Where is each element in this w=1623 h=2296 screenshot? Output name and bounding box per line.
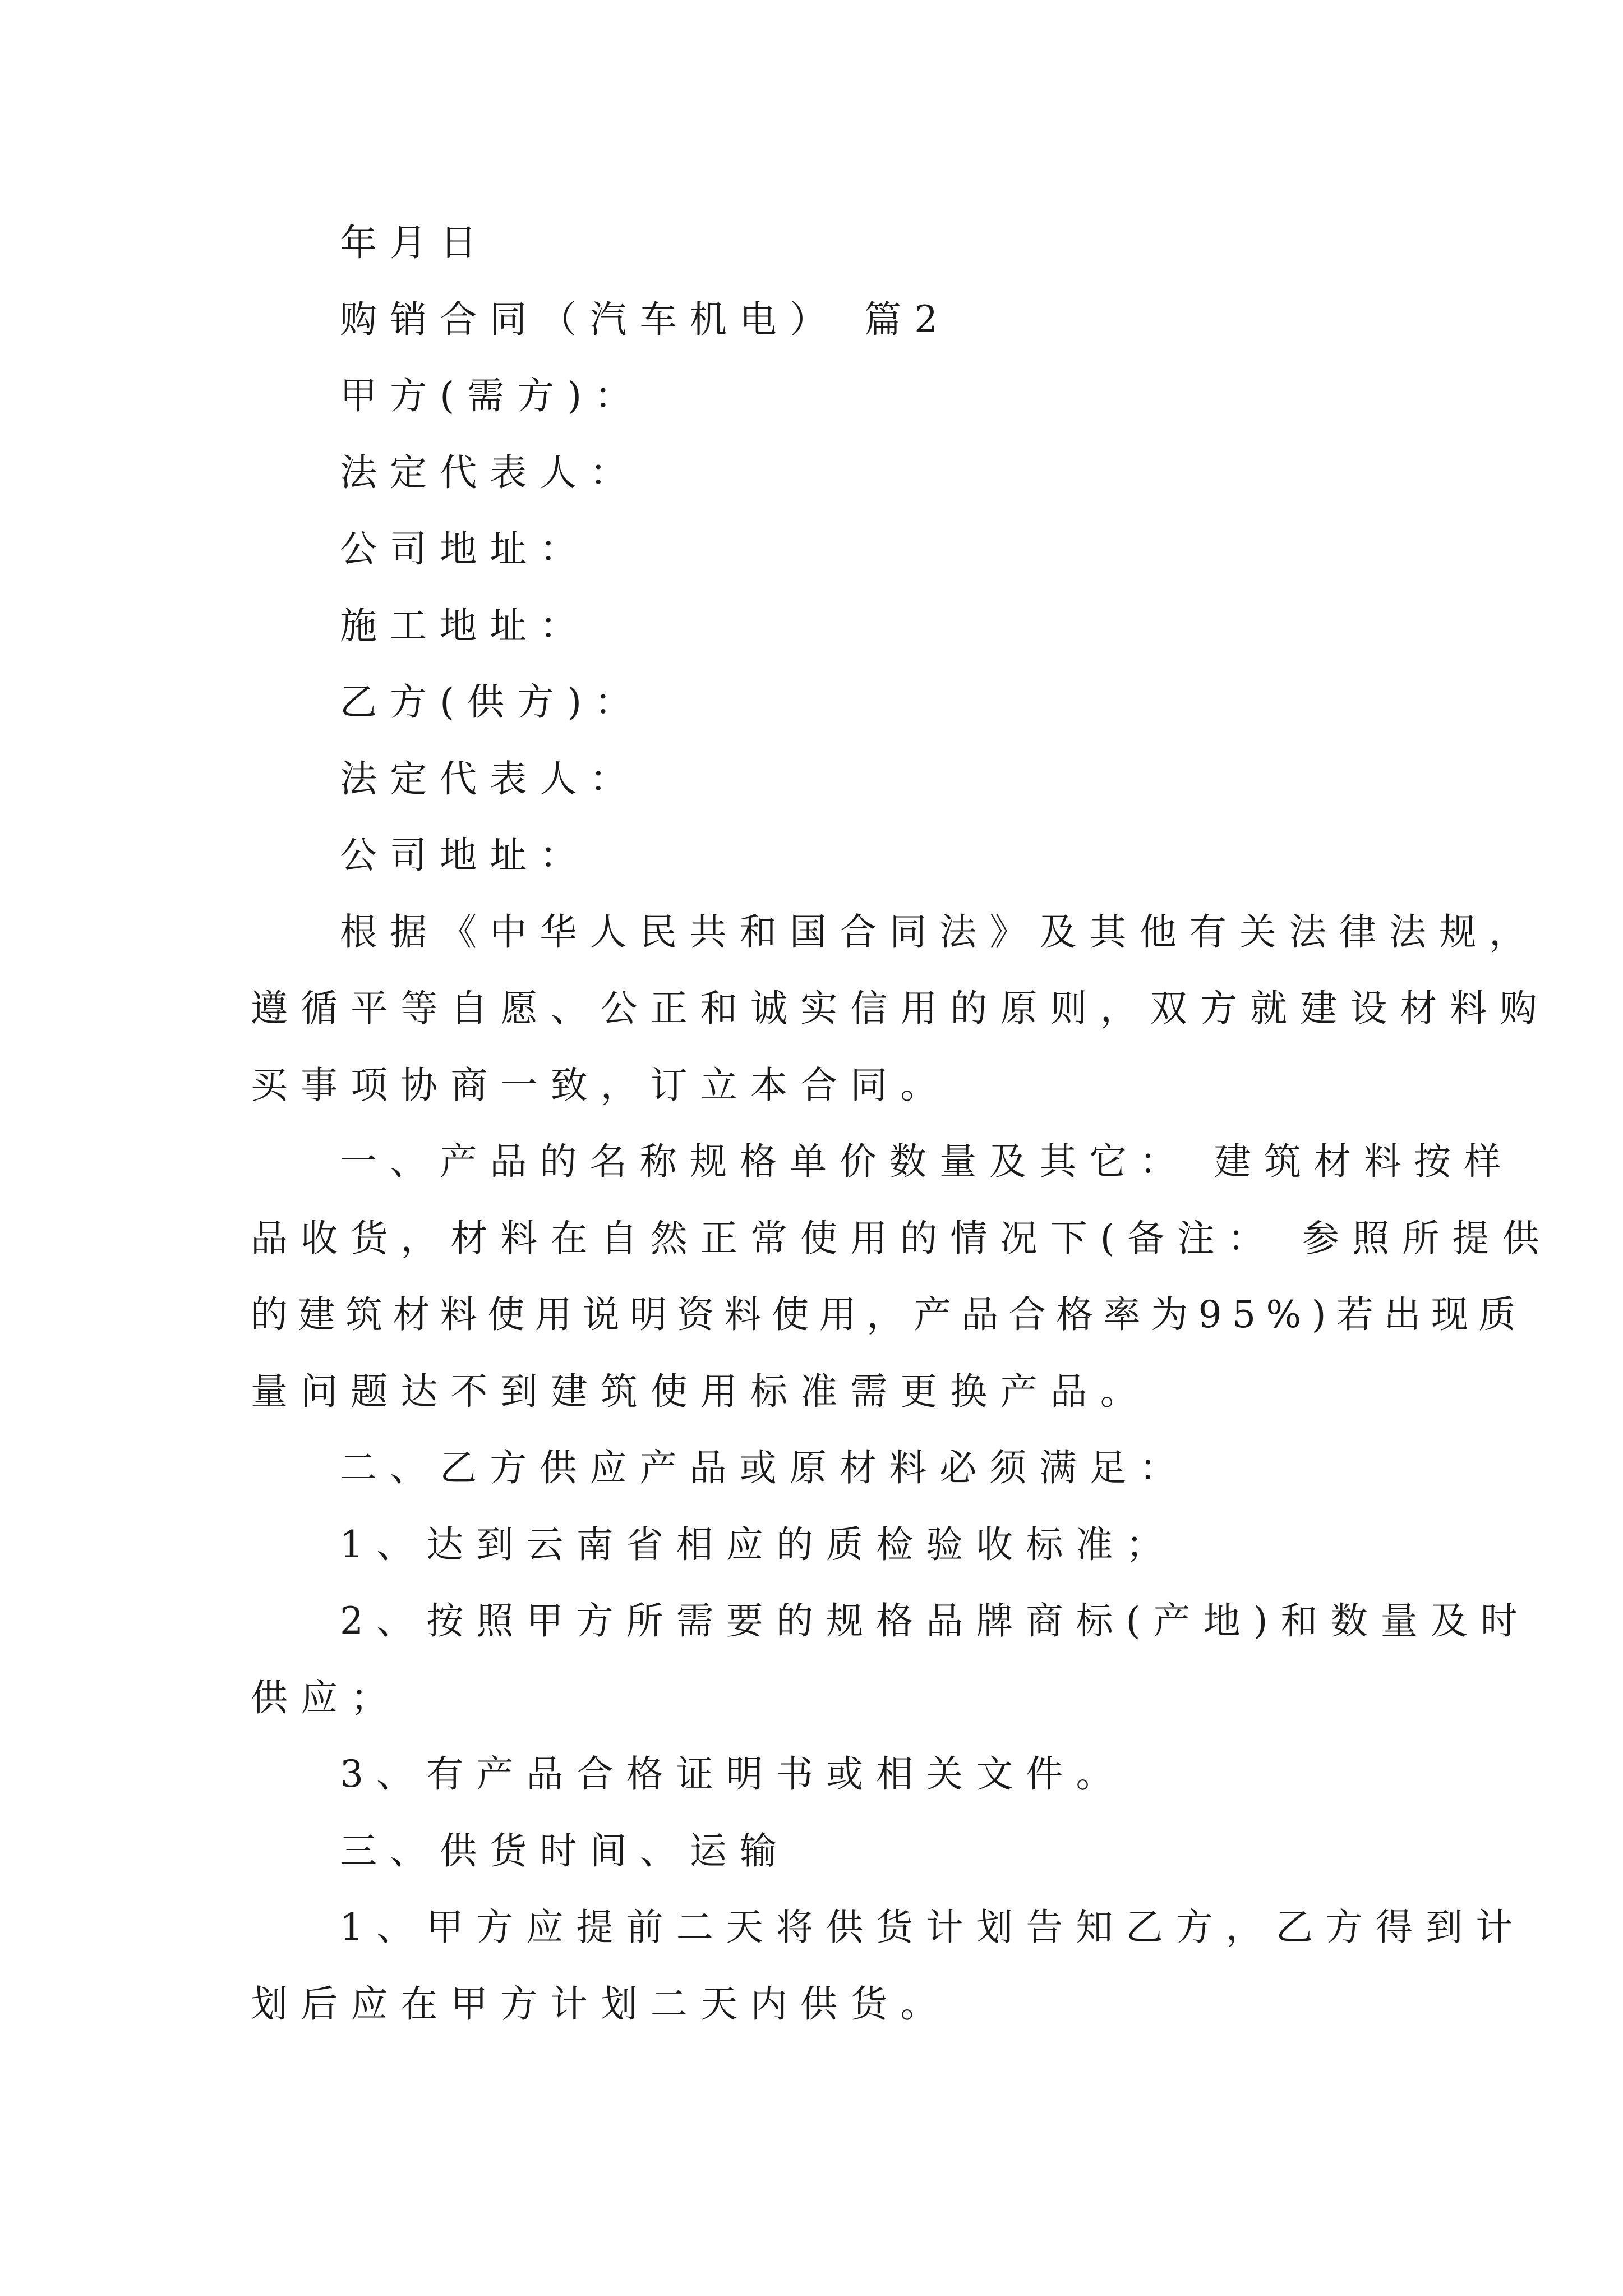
paragraph-line: 量问题达不到建筑使用标准需更换产品。 <box>251 1369 1150 1413</box>
paragraph-line: 供应； <box>251 1676 401 1719</box>
paragraph-line: 划后应在甲方计划二天内供货。 <box>251 1982 951 2026</box>
paragraph-line: 根据《中华人民共和国合同法》及其他有关法律法规， <box>340 910 1539 954</box>
contract-title: 购销合同（汽车机电） 篇2 <box>340 297 951 341</box>
paragraph-line: 品收货，材料在自然正常使用的情况下(备注： 参照所提供 <box>251 1216 1552 1260</box>
field-party-b: 乙方(供方)： <box>340 680 645 724</box>
date-line: 年月日 <box>340 221 490 264</box>
section-2-item-2 <box>251 1583 1530 1736</box>
field-party-a: 甲方(需方)： <box>340 374 645 417</box>
field-company-address-b: 公司地址： <box>340 834 590 877</box>
document-body <box>251 205 1552 2042</box>
paragraph-line: 遵循平等自愿、公正和诚实信用的原则，双方就建设材料购 <box>251 987 1550 1030</box>
field-company-address-a: 公司地址： <box>340 527 590 570</box>
paragraph-line: 2、按照甲方所需要的规格品牌商标(产地)和数量及时 <box>340 1599 1530 1642</box>
field-construction-address: 施工地址： <box>340 604 590 647</box>
section-1-paragraph <box>251 1124 1552 1430</box>
intro-paragraph <box>251 894 1550 1124</box>
paragraph-line: 一、产品的名称规格单价数量及其它： 建筑材料按样 <box>340 1140 1514 1183</box>
section-3-heading: 三、供货时间、运输 <box>340 1829 790 1872</box>
paragraph-line: 买事项协商一致，订立本合同。 <box>251 1063 951 1107</box>
section-3-item-1 <box>251 1889 1526 2042</box>
paragraph-line: 的建筑材料使用说明资料使用，产品合格率为95%)若出现质 <box>251 1293 1526 1336</box>
field-legal-rep-a: 法定代表人： <box>340 450 640 494</box>
section-2-item-3: 3、有产品合格证明书或相关文件。 <box>340 1752 1126 1796</box>
paragraph-line: 1、甲方应提前二天将供货计划告知乙方，乙方得到计 <box>340 1906 1526 1949</box>
field-legal-rep-b: 法定代表人： <box>340 757 640 800</box>
section-2-heading: 二、乙方供应产品或原材料必须满足： <box>340 1446 1189 1489</box>
section-2-item-1: 1、达到云南省相应的质检验收标准； <box>340 1522 1176 1566</box>
